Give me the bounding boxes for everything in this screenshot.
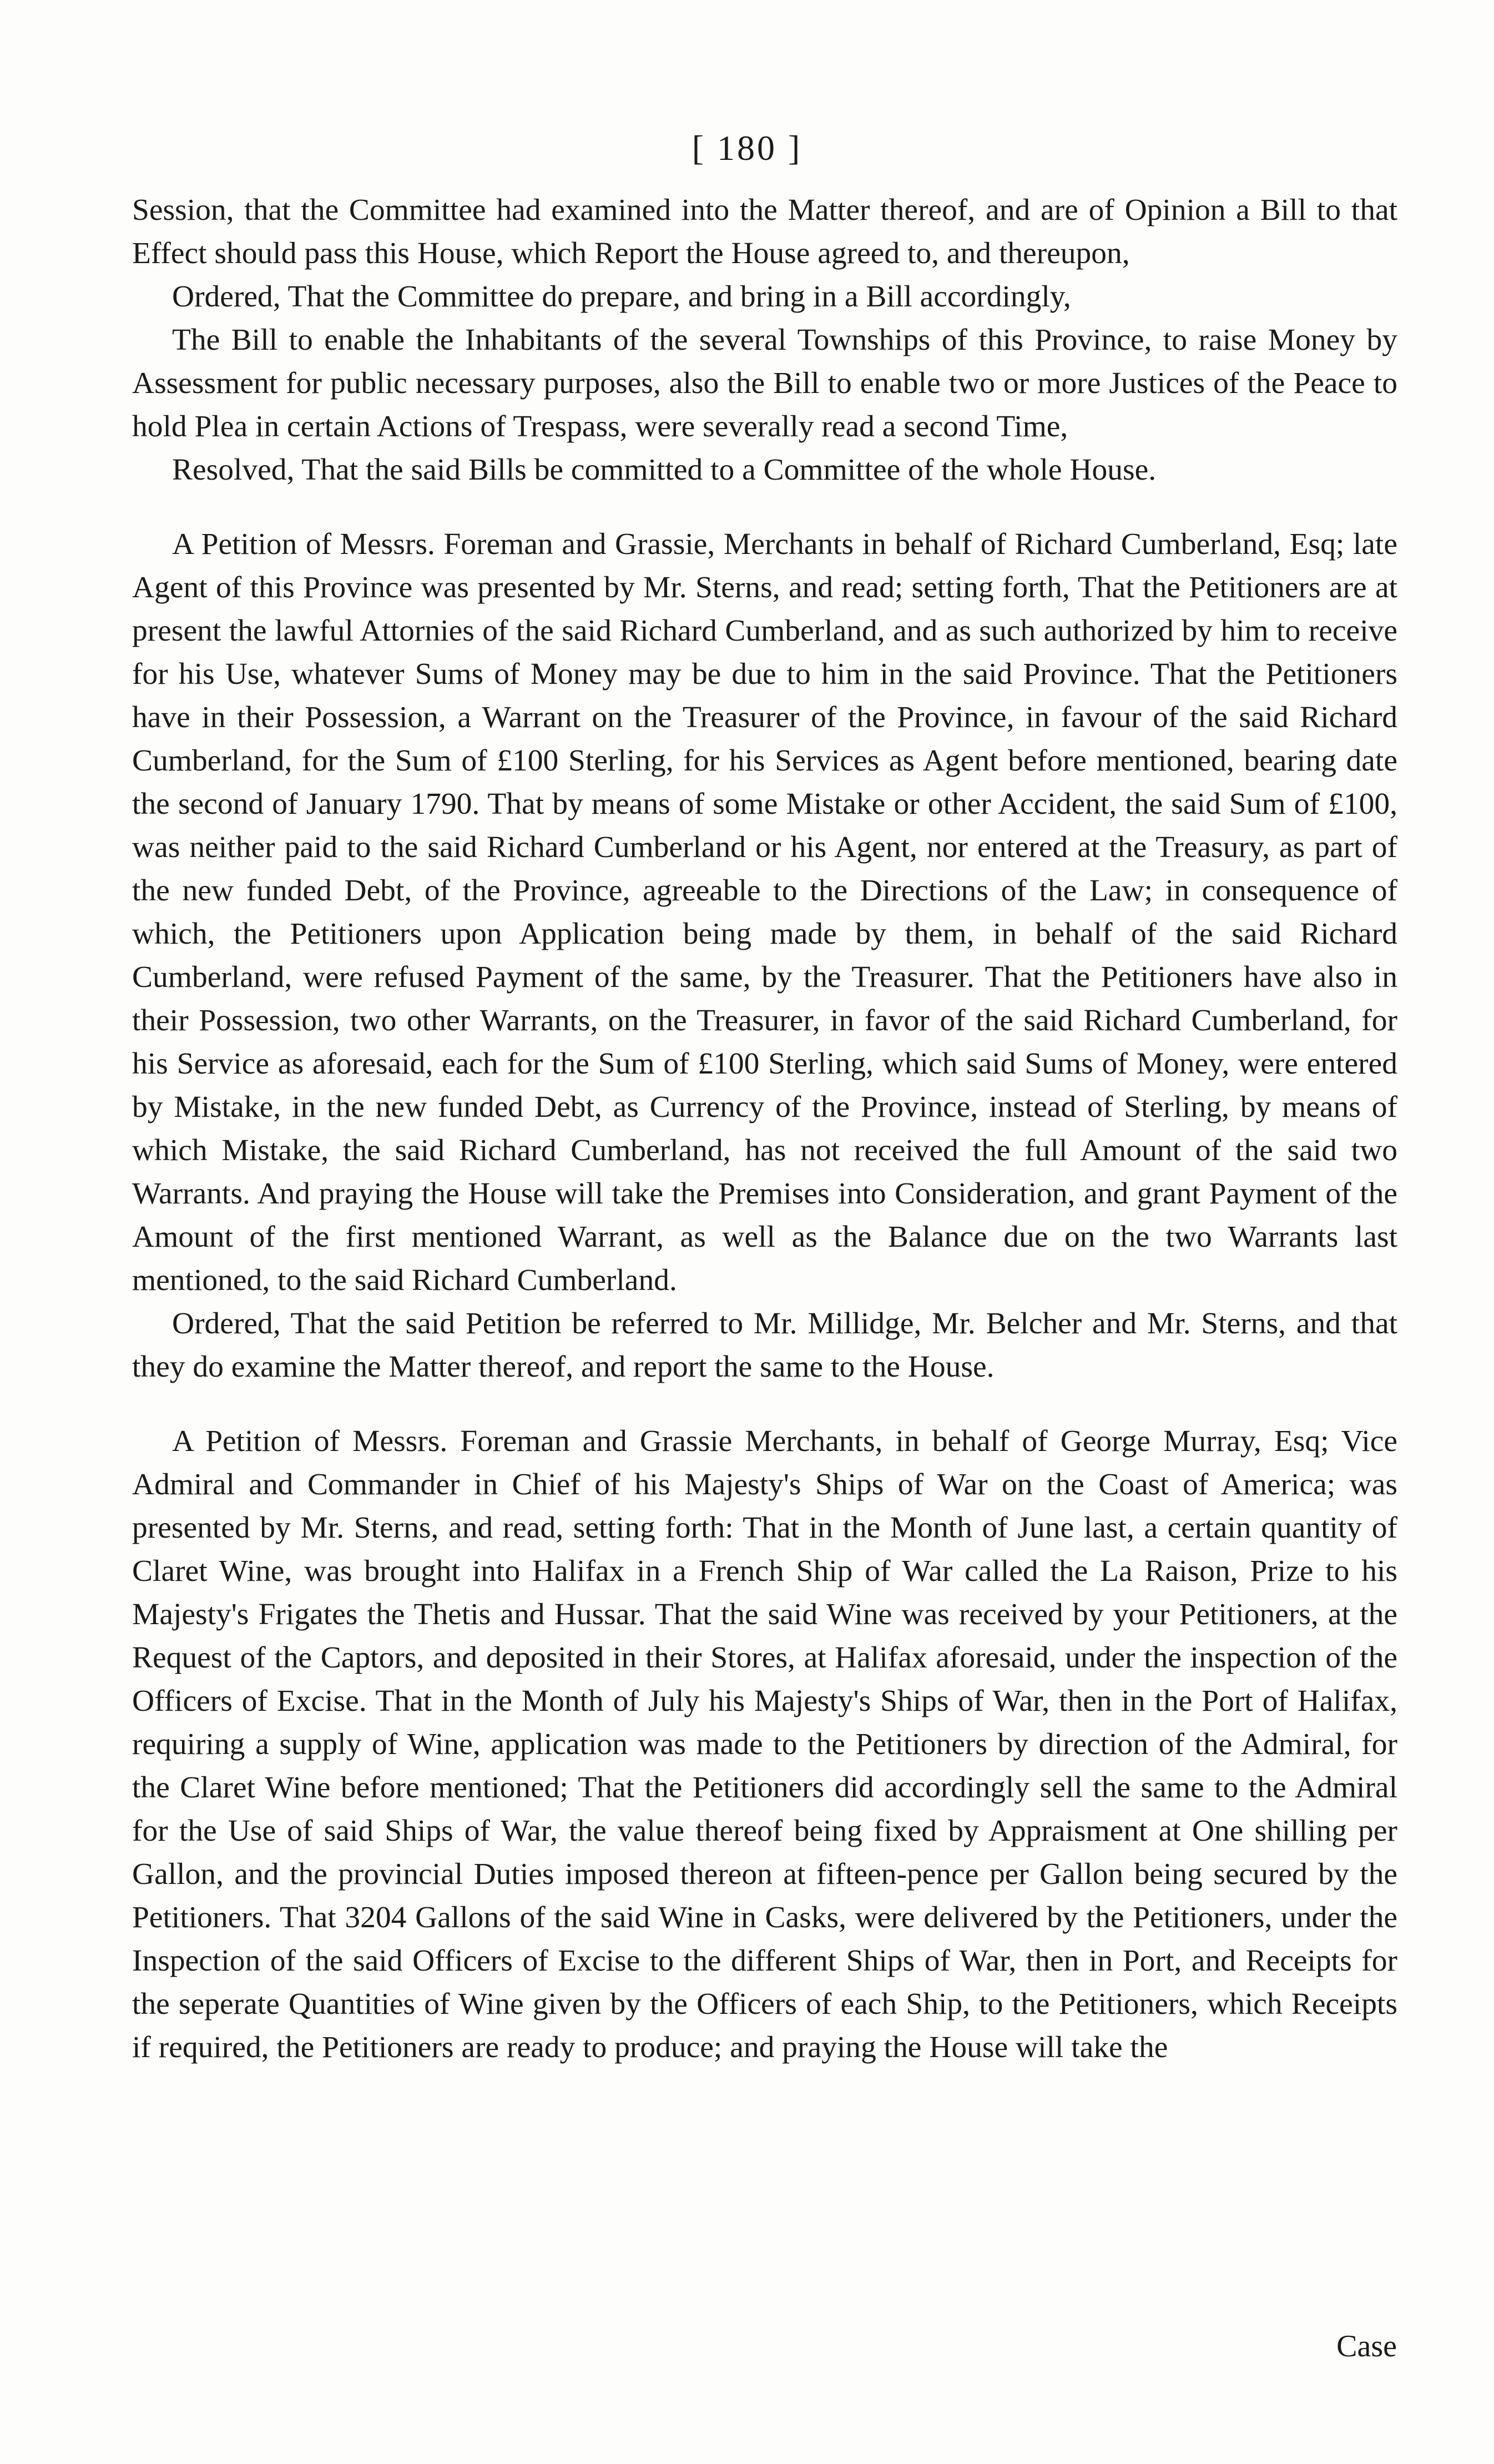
paragraph: Ordered, That the Committee do prepare, and bring in a Bill accordingly,	[172, 280, 1071, 314]
paragraph: The Bill to enable the Inhabitants of the several Townships of this Province, to raise Money by Assessment for public necessary purposes, also the Bill to enable two or more Justices of the Peace to hold Plea in certain Actions of Trespass, were severally read a second Time,	[132, 323, 1397, 444]
catchword: Case	[1336, 2329, 1397, 2364]
document-body	[132, 189, 1397, 2069]
paragraph: Session, that the Committee had examined into the Matter thereof, and are of Opinion a Bill to that Effect should pass this House, which Report the House agreed to, and thereupon,	[132, 193, 1397, 270]
paragraph: Ordered, That the said Petition be referred to Mr. Millidge, Mr. Belcher and Mr. Sterns, and that they do examine the Matter thereof, and report the same to the House.	[132, 1307, 1397, 1384]
page-number: [ 180 ]	[692, 128, 802, 168]
paragraph: Resolved, That the said Bills be committed to a Committee of the whole House.	[172, 453, 1157, 487]
paragraph: A Petition of Messrs. Foreman and Grassie, Merchants in behalf of Richard Cumberland, Esq; late Agent of this Province was presented by Mr. Sterns, and read; setting forth, That the Petitioners are at present the lawful Attornies of the said Richard Cumberland, and as such authorized by him to receive for his Use, whatever Sums of Money may be due to him in the said Province. That the Petitioners have in their Possession, a Warrant on the Treasurer of the Province, in favour of the said Richard Cumberland, for the Sum of £100 Sterling, for his Services as Agent before mentioned, bearing date the second of January 1790. That by means of some Mistake or other Accident, the said Sum of £100, was neither paid to the said Richard Cumberland or his Agent, nor entered at the Treasury, as part of the new funded Debt, of the Province, agreeable to the Directions of the Law; in consequence of which, the Petitioners upon Application being made by them, in behalf of the said Richard Cumberland, were refused Payment of the same, by the Treasurer. That the Petitioners have also in their Possession, two other Warrants, on the Treasurer, in favor of the said Richard Cumberland, for his Service as aforesaid, each for the Sum of £100 Sterling, which said Sums of Money, were entered by Mistake, in the new funded Debt, as Currency of the Province, instead of Sterling, by means of which Mistake, the said Richard Cumberland, has not received the full Amount of the said two Warrants. And praying the House will take the Premises into Consideration, and grant Payment of the Amount of the first mentioned Warrant, as well as the Balance due on the two Warrants last mentioned, to the said Richard Cumberland.	[132, 527, 1397, 1297]
paragraph: A Petition of Messrs. Foreman and Grassie Merchants, in behalf of George Murray, Esq; Vice Admiral and Commander in Chief of his Majesty's Ships of War on the Coast of America; was presented by Mr. Sterns, and read, setting forth: That in the Month of June last, a certain quantity of Claret Wine, was brought into Halifax in a French Ship of War called the La Raison, Prize to his Majesty's Frigates the Thetis and Hussar. That the said Wine was received by your Petitioners, at the Request of the Captors, and deposited in their Stores, at Halifax aforesaid, under the inspection of the Officers of Excise. That in the Month of July his Majesty's Ships of War, then in the Port of Halifax, requiring a supply of Wine, application was made to the Petitioners by direction of the Admiral, for the Claret Wine before mentioned; That the Petitioners did accordingly sell the same to the Admiral for the Use of said Ships of War, the value thereof being fixed by Appraisment at One shilling per Gallon, and the provincial Duties imposed thereon at fifteen-pence per Gallon being secured by the Petitioners. That 3204 Gallons of the said Wine in Casks, were delivered by the Petitioners, under the Inspection of the said Officers of Excise to the different Ships of War, then in Port, and Receipts for the seperate Quantities of Wine given by the Officers of each Ship, to the Petitioners, which Receipts if required, the Petitioners are ready to produce; and praying the House will take the	[132, 1424, 1397, 2064]
